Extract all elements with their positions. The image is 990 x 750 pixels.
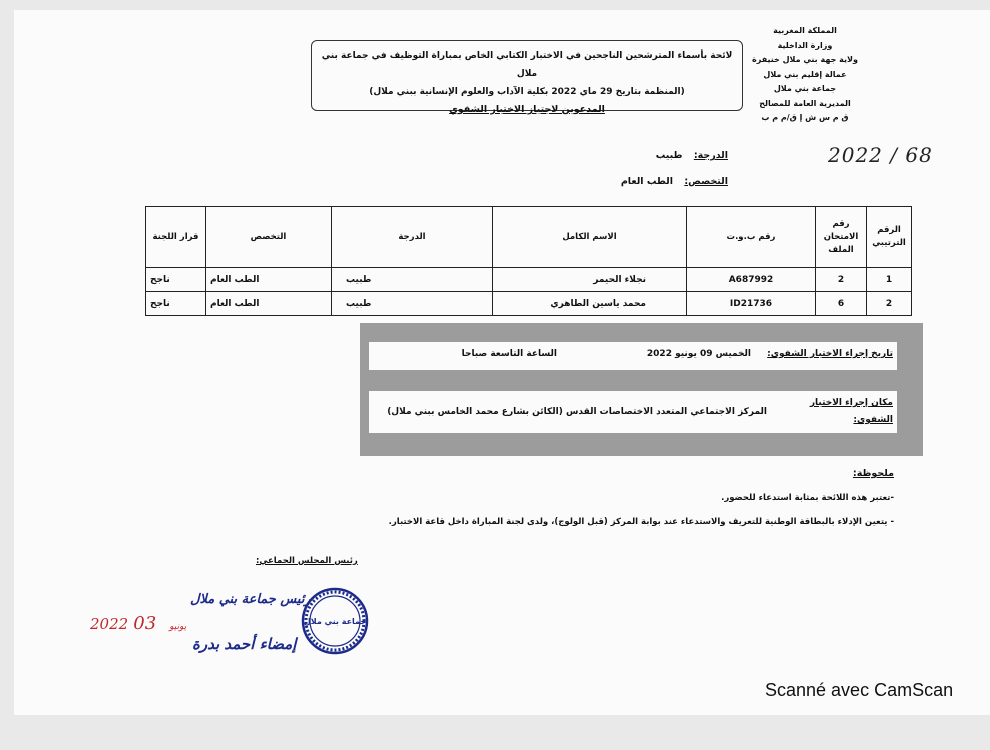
reference-number: 2022 / 68	[828, 143, 933, 167]
notes-title: ملحوظة:	[852, 468, 894, 479]
cell-specialty: الطب العام	[206, 292, 332, 316]
specialty-field	[621, 176, 728, 187]
cell-exam-number: 2	[816, 268, 867, 292]
col-header-grade: الدرجة	[332, 207, 493, 268]
exam-date-label: تاريخ إجراء الاختبار الشفوي:	[767, 349, 893, 359]
col-header-full-name: الاسم الكامل	[493, 207, 687, 268]
table-header-row	[146, 207, 912, 268]
header-line: ولاية جهة بني ملال خنيفرة	[752, 55, 858, 64]
note-item: -تعتبر هذه اللائحة بمثابة استدعاء للحضور.	[721, 493, 894, 503]
cell-id-number: A687992	[687, 268, 816, 292]
exam-date-value: الخميس 09 يونيو 2022	[646, 349, 751, 359]
official-stamp	[300, 586, 370, 656]
exam-place-box	[369, 391, 897, 433]
title-line-2: (المنظمة بتاريخ 29 ماي 2022 بكلية الآداب والعلوم الإنسانية ببني ملال)	[369, 87, 685, 97]
col-header-decision: قرار اللجنة	[146, 207, 206, 268]
exam-date-box	[369, 342, 897, 370]
cell-specialty: الطب العام	[206, 268, 332, 292]
title-box	[311, 40, 743, 115]
col-header-id-number: رقم ب.و.ت	[687, 207, 816, 268]
col-header-specialty: التخصص	[206, 207, 332, 268]
cell-id-number: ID21736	[687, 292, 816, 316]
header-line: جماعة بني ملال	[773, 84, 837, 93]
date-day: 03	[133, 613, 157, 634]
grade-value: طبيب	[655, 150, 683, 161]
signature-date	[90, 613, 194, 634]
exam-time-value: الساعة التاسعة صباحا	[461, 349, 557, 359]
specialty-label: التخصص:	[684, 176, 728, 187]
cell-exam-number: 6	[816, 292, 867, 316]
date-month: يونيو	[169, 622, 187, 632]
header-line: عمالة إقليم بني ملال	[763, 69, 847, 79]
cell-decision: ناجح	[146, 292, 206, 316]
signed-name: إمضاء أحمد بدرة	[192, 635, 297, 653]
title-line-3: المدعوين لاجتياز الاختبار الشفوي	[449, 104, 605, 115]
header-line: المديرية العامة للمصالح	[759, 98, 851, 108]
date-year: 2022	[90, 615, 129, 633]
scanner-watermark: Scanné avec CamScan	[765, 680, 954, 700]
notes-section	[374, 462, 894, 534]
signed-title: رئيس جماعة بني ملال	[190, 592, 311, 607]
stamp-text: جماعة بني ملال	[303, 617, 367, 626]
exam-place-value: المركز الاجتماعي المتعدد الاختصاصات القدس (الكائن بشارع محمد الخامس ببني ملال)	[387, 407, 767, 417]
col-header-exam-number: رقم الامتحان الملف	[816, 207, 867, 268]
grade-label: الدرجة:	[693, 150, 728, 161]
cell-grade: طبيب	[332, 292, 493, 316]
specialty-value: الطب العام	[620, 176, 674, 187]
header-line: وزارة الداخلية	[777, 40, 833, 50]
grade-field	[656, 150, 728, 161]
title-line-1: لائحة بأسماء المترشحين الناجحين في الاختبار الكتابي الخاص بمباراة التوظيف في جماعة بني ملال	[321, 51, 733, 79]
president-label: رئيس المجلس الجماعي:	[256, 556, 358, 566]
issuer-header	[730, 24, 880, 126]
note-item: - يتعين الإدلاء بالبطاقة الوطنية للتعريف والاستدعاء عند بوابة المركز (قبل الولوج)، ولدى لجنة المباراة داخل قاعة الاختبار.	[388, 517, 894, 527]
cell-rank: 1	[867, 268, 912, 292]
cell-full-name: محمد ياسين الطاهري	[493, 292, 687, 316]
table-row	[146, 268, 912, 292]
col-header-rank: الرقم الترتيبي	[867, 207, 912, 268]
exam-place-label-line-1: مكان إجراء الاختبار	[809, 398, 893, 408]
exam-place-label-line-2: الشفوي:	[853, 415, 893, 425]
header-line: ق م س ش إ ق/م م ب	[761, 113, 849, 122]
exam-place-label	[810, 395, 893, 429]
cell-decision: ناجح	[146, 268, 206, 292]
cell-full-name: نجلاء الحيمر	[493, 268, 687, 292]
table-row	[146, 292, 912, 316]
cell-grade: طبيب	[332, 268, 493, 292]
header-line: المملكة المغربية	[773, 26, 837, 35]
candidates-table	[145, 206, 912, 316]
cell-rank: 2	[867, 292, 912, 316]
